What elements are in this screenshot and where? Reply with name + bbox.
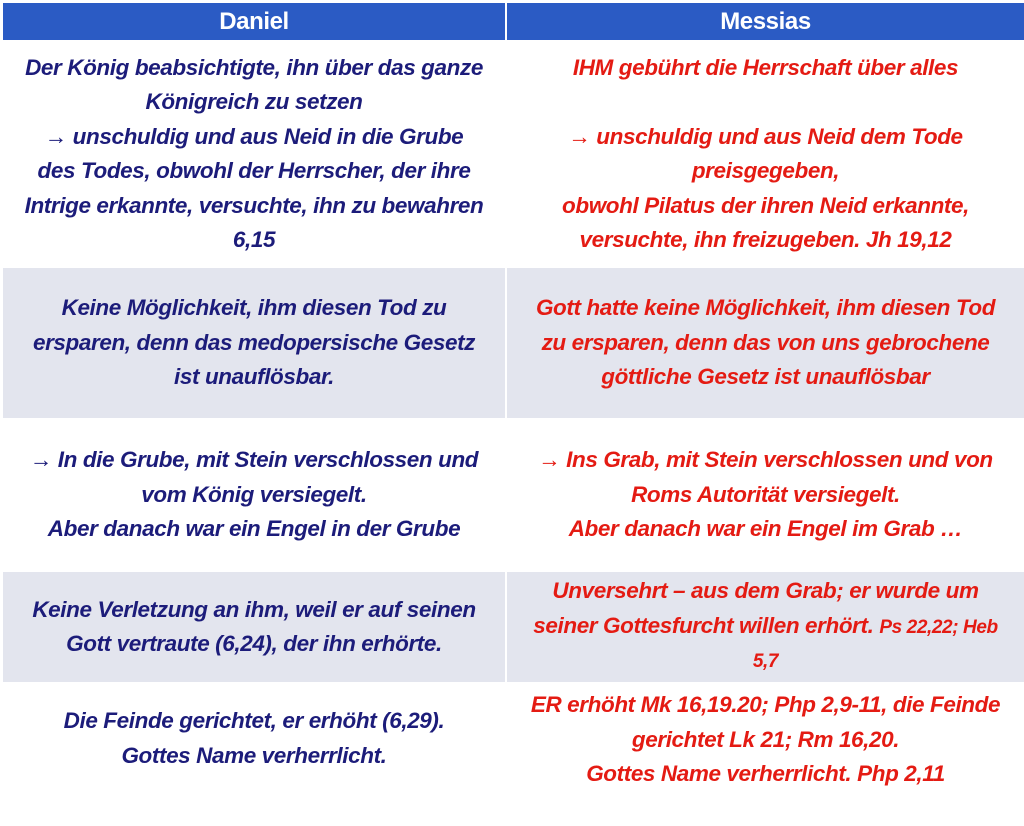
cell-line: Königreich zu setzen: [145, 89, 363, 114]
scripture-reference: Ps 22,22; Heb: [879, 616, 998, 638]
cell-line: ER erhöht Mk 16,19.20; Php 2,9-11, die Feinde: [530, 692, 1001, 717]
cell-line: Die Feinde gerichtet, er erhöht (6,29).: [63, 708, 445, 733]
cell-line: preisgegeben,: [691, 158, 840, 183]
messias-cell: [506, 683, 1024, 825]
cell-line: des Todes, obwohl der Herrscher, der ihre: [37, 158, 471, 183]
cell-line: göttliche Gesetz ist unauflösbar: [601, 364, 930, 390]
cell-line: obwohl Pilatus der ihren Neid erkannte,: [562, 192, 969, 218]
messias-cell: [506, 267, 1024, 419]
cell-line: → unschuldig und aus Neid dem Tode: [568, 123, 963, 149]
daniel-cell: [3, 571, 506, 683]
messias-cell: [506, 571, 1024, 683]
cell-line: [511, 609, 1020, 646]
cell-text: seiner Gottesfurcht willen erhört.: [533, 612, 874, 638]
cell-line: Keine Möglichkeit, ihm diesen Tod zu: [61, 295, 447, 321]
table-row: [3, 683, 1024, 825]
cell-line: ist unauflösbar.: [174, 364, 334, 390]
cell-line: Unversehrt – aus dem Grab; er wurde um: [552, 578, 979, 604]
table-row: [3, 267, 1024, 419]
cell-line: Gottes Name verherrlicht.: [121, 742, 387, 768]
daniel-cell: [3, 41, 506, 267]
cell-line: → Ins Grab, mit Stein verschlossen und von: [538, 447, 993, 473]
blank-line: [511, 85, 1020, 120]
cell-line: ersparen, denn das medopersische Gesetz: [32, 329, 476, 355]
cell-line: → unschuldig und aus Neid in die Grube: [44, 123, 464, 149]
cell-line: Der König beabsichtigte, ihn über das ganze: [25, 54, 483, 80]
cell-line: 6,15: [232, 227, 276, 252]
cell-line: → In die Grube, mit Stein verschlossen und: [29, 447, 479, 473]
scripture-reference: 5,7: [752, 651, 779, 673]
table-row: [3, 41, 1024, 267]
table-row: [3, 419, 1024, 571]
header-daniel: Daniel: [3, 3, 506, 41]
cell-line: vom König versiegelt.: [141, 481, 367, 507]
daniel-cell: [3, 683, 506, 825]
comparison-table: [3, 3, 1024, 826]
cell-line: Gottes Name verherrlicht. Php 2,11: [586, 761, 945, 786]
header-messias: Messias: [506, 3, 1024, 41]
cell-line: Keine Verletzung an ihm, weil er auf seinen: [32, 596, 476, 622]
messias-cell: [506, 419, 1024, 571]
cell-line: Roms Autorität versiegelt.: [631, 481, 900, 507]
cell-line: IHM gebührt die Herrschaft über alles: [572, 54, 959, 80]
cell-line: zu ersparen, denn das von uns gebrochene: [541, 329, 990, 355]
cell-line: Gott vertraute (6,24), der ihn erhörte.: [66, 631, 442, 656]
cell-line: Gott hatte keine Möglichkeit, ihm diesen Tod: [535, 295, 996, 321]
cell-line: gerichtet Lk 21; Rm 16,20.: [631, 726, 900, 752]
daniel-cell: [3, 419, 506, 571]
header-row: [3, 3, 1024, 41]
cell-line: Aber danach war ein Engel im Grab …: [568, 516, 963, 542]
cell-line: versuchte, ihn freizugeben. Jh 19,12: [579, 227, 952, 252]
cell-line: Aber danach war ein Engel in der Grube: [47, 516, 461, 542]
messias-cell: [506, 41, 1024, 267]
daniel-cell: [3, 267, 506, 419]
cell-line: Intrige erkannte, versuchte, ihn zu bewahren: [24, 192, 484, 218]
table-row: [3, 571, 1024, 683]
